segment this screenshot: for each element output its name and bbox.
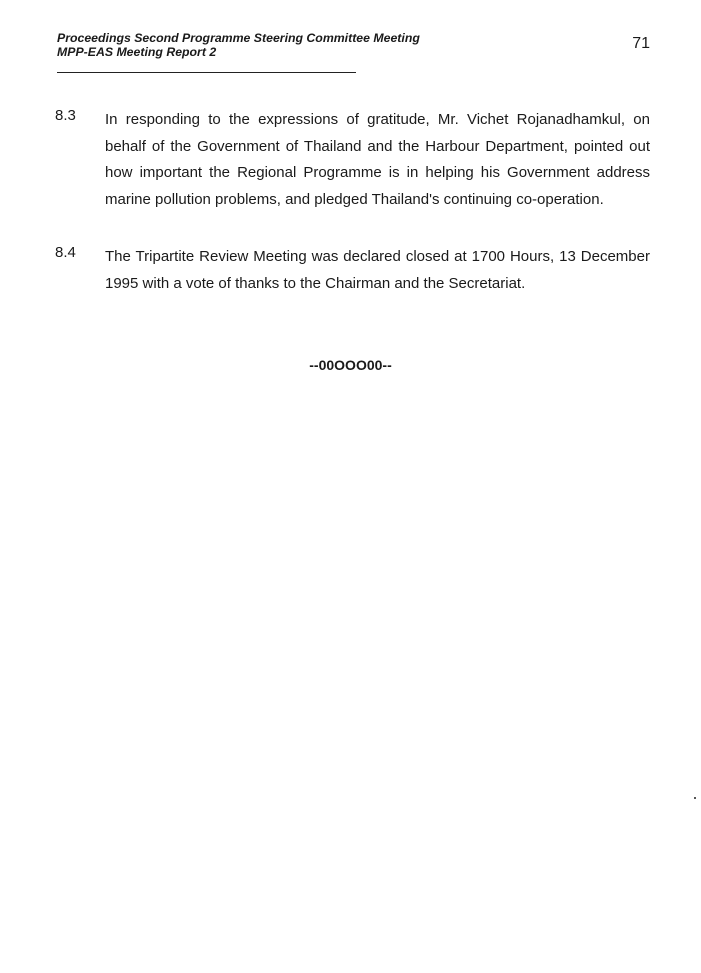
page-number: 71 (632, 35, 650, 52)
scan-speck (694, 797, 696, 799)
paragraph-8-4 (55, 244, 650, 297)
header-subtitle: MPP-EAS Meeting Report 2 (57, 45, 217, 59)
paragraph-number: 8.3 (55, 107, 76, 124)
paragraph-number: 8.4 (55, 244, 76, 261)
header-rule (57, 72, 356, 73)
paragraph-text: In responding to the expressions of gratitude, Mr. Vichet Rojanadhamkul, on behalf of the Government of Thailand and the Harbour Department, pointed out how important the Regional Programme is in helping his Government address marine pollution problems, and pledged Thailand's continuing co-operation. (105, 111, 650, 208)
paragraph-text: The Tripartite Review Meeting was declared closed at 1700 Hours, 13 December 1995 with a vote of thanks to the Chairman and the Secretariat. (105, 248, 650, 292)
paragraph-8-3 (55, 107, 650, 213)
running-header (57, 31, 420, 59)
header-title: Proceedings Second Programme Steering Committee Meeting (57, 31, 420, 45)
end-of-section-mark: --00OOO00-- (309, 357, 392, 373)
